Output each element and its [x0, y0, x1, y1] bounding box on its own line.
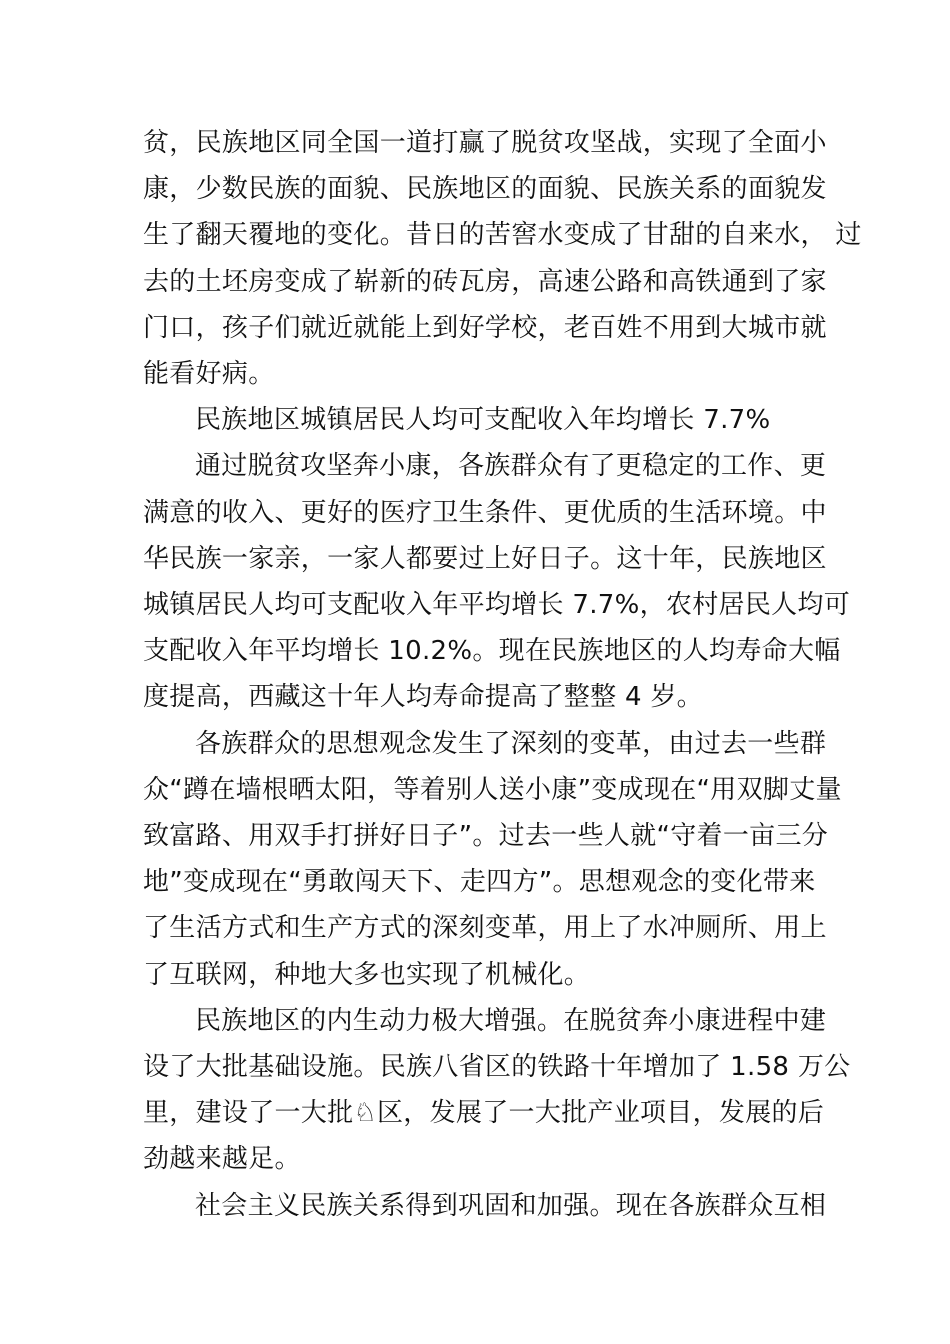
text-line: 门口，孩子们就近就能上到好学校，老百姓不用到大城市就: [143, 312, 827, 343]
text-line: 去的土坯房变成了崭新的砖瓦房，高速公路和高铁通到了家: [143, 266, 827, 297]
text-line: 了互联网，种地大多也实现了机械化。: [143, 959, 591, 990]
text-line: 众“蹲在墙根晒太阳，等着别人送小康”变成现在“用双脚丈量: [143, 774, 842, 805]
text-line: 生了翻天覆地的变化。昔日的苦窖水变成了甘甜的自来水， 过: [143, 220, 862, 251]
text-line: 致富路、用双手打拼好日子”。过去一些人就“守着一亩三分: [143, 821, 829, 852]
text-line: 社会主义民族关系得到巩固和加强。现在各族群众互相: [195, 1190, 827, 1221]
text-line: 各族群众的思想观念发生了深刻的变革，由过去一些群: [195, 728, 827, 759]
text-line: 劲越来越足。: [143, 1144, 301, 1175]
text-line: 设了大批基础设施。民族八省区的铁路十年增加了 1.58 万公: [143, 1052, 851, 1083]
text-line: 支配收入年平均增长 10.2%。现在民族地区的人均寿命大幅: [143, 636, 841, 667]
text-line: 了生活方式和生产方式的深刻变革，用上了水冲厕所、用上: [143, 913, 827, 944]
text-line: 能看好病。: [143, 359, 275, 390]
text-line: 地”变成现在“勇敢闯天下、走四方”。思想观念的变化带来: [143, 867, 816, 898]
document-body: [143, 120, 862, 1229]
paragraph-4: [143, 721, 842, 998]
text-line: 康，少数民族的面貌、民族地区的面貌、民族关系的面貌发: [143, 174, 827, 205]
text-line: 里，建设了一大批♘区，发展了一大批产业项目，发展的后: [143, 1098, 825, 1129]
paragraph-heading-income: [143, 397, 809, 443]
text-line: 满意的收入、更好的医疗卫生条件、更优质的生活环境。中: [143, 497, 827, 528]
text-line: 民族地区城镇居民人均可支配收入年均增长 7.7%: [195, 405, 771, 436]
paragraph-3: [143, 443, 851, 720]
paragraph-5: [143, 998, 851, 1183]
paragraph-6: [143, 1183, 827, 1229]
paragraph-1: [143, 120, 862, 397]
text-line: 民族地区的内生动力极大增强。在脱贫奔小康进程中建: [195, 1005, 827, 1036]
text-line: 贫，民族地区同全国一道打赢了脱贫攻坚战，实现了全面小: [143, 128, 827, 158]
text-line: 度提高，西藏这十年人均寿命提高了整整 4 岁。: [143, 682, 703, 713]
text-line: 城镇居民人均可支配收入年平均增长 7.7%，农村居民人均可: [143, 590, 851, 621]
text-line: 华民族一家亲，一家人都要过上好日子。这十年，民族地区: [143, 543, 827, 574]
text-line: 通过脱贫攻坚奔小康，各族群众有了更稳定的工作、更: [195, 451, 827, 482]
